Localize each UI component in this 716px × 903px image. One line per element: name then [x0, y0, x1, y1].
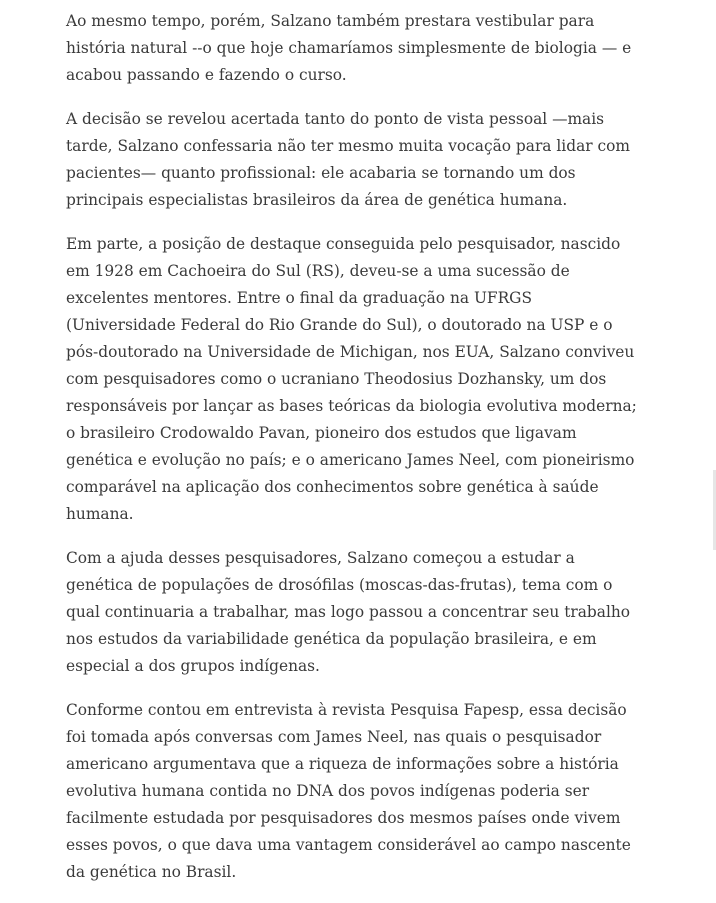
paragraph-4: Com a ajuda desses pesquisadores, Salzano começou a estudar a genética de populações de drosófilas (moscas-das-frutas), tema com o qual continuaria a trabalhar, mas logo passou a concentrar seu trabalho nos estudos da variabilidade genética da população brasileira, e em especial a dos grupos indígenas.	[66, 549, 631, 675]
article-body	[66, 8, 646, 903]
paragraph-3: Em parte, a posição de destaque conseguida pelo pesquisador, nascido em 1928 em Cachoeira do Sul (RS), deveu-se a uma sucessão de excelentes mentores. Entre o final da graduação na UFRGS (Universidade Federal do Rio Grande do Sul), o doutorado na USP e o pós-doutorado na Universidade de Michigan, nos EUA, Salzano conviveu com pesquisadores como o ucraniano Theodosius Dozhansky, um dos responsáveis por lançar as bases teóricas da biologia evolutiva moderna; o brasileiro Crodowaldo Pavan, pioneiro dos estudos que ligavam genética e evolução no país; e o americano James Neel, com pioneirismo comparável na aplicação dos conhecimentos sobre genética à saúde humana.	[66, 235, 637, 523]
paragraph-2: A decisão se revelou acertada tanto do ponto de vista pessoal —mais tarde, Salzano confessaria não ter mesmo muita vocação para lidar com pacientes— quanto profissional: ele acabaria se tornando um dos principais especialistas brasileiros da área de genética humana.	[66, 110, 630, 209]
paragraph-5: Conforme contou em entrevista à revista Pesquisa Fapesp, essa decisão foi tomada após conversas com James Neel, nas quais o pesquisador americano argumentava que a riqueza de informações sobre a história evolutiva humana contida no DNA dos povos indígenas poderia ser facilmente estudada por pesquisadores dos mesmos países onde vivem esses povos, o que dava uma vantagem considerável ao campo nascente da genética no Brasil.	[66, 701, 631, 881]
paragraph-1: Ao mesmo tempo, porém, Salzano também prestara vestibular para história natural --o que hoje chamaríamos simplesmente de biologia — e acabou passando e fazendo o curso.	[66, 12, 632, 84]
